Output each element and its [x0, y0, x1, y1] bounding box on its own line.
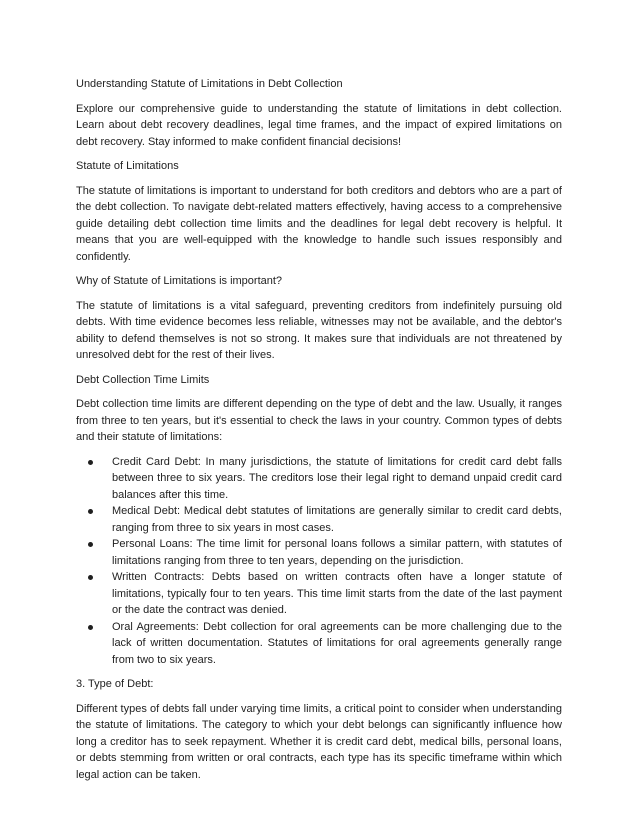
- bullet-dot-icon: [88, 575, 93, 580]
- section-body-type-of-debt: Different types of debts fall under varying time limits, a critical point to consider when understanding the statute of limitations. The category to which your debt belongs can significantly influence how long a creditor has to seek repayment. Whether it is credit card debt, medical bills, personal loans, or debts stemming from written or oral contracts, each type has its specific timeframe within which legal action can be taken.: [76, 702, 562, 781]
- list-item: [76, 619, 562, 669]
- bullet-dot-icon: [88, 542, 93, 547]
- section-body-statute: The statute of limitations is important to understand for both creditors and debtors who are a part of the debt collection. To navigate debt-related matters effectively, having access to a comprehensive guide detailing debt collection time limits and the deadlines for legal debt recovery is helpful. It means that you are well-equipped with the knowledge to handle such issues responsibly and confidently.: [76, 184, 562, 263]
- list-item: [76, 454, 562, 504]
- list-item: [76, 536, 562, 569]
- list-item: [76, 503, 562, 536]
- list-item-text: Credit Card Debt: In many jurisdictions, the statute of limitations for credit card debt falls between three to six years. The creditors lose their legal right to demand unpaid credit card balances after this time.: [112, 455, 562, 501]
- section-body-time-limits: Debt collection time limits are different depending on the type of debt and the law. Usually, it ranges from three to ten years, but it's essential to check the laws in your country. Common types of debts and their statute of limitations:: [76, 398, 562, 443]
- list-item-text: Personal Loans: The time limit for personal loans follows a similar pattern, with statutes of limitations ranging from three to ten years, depending on the jurisdiction.: [112, 538, 562, 567]
- document-page: [76, 76, 562, 791]
- list-item-text: Oral Agreements: Debt collection for oral agreements can be more challenging due to the lack of written documentation. Statutes of limitations for oral agreements generally range from two to six years.: [112, 620, 562, 666]
- bullet-dot-icon: [88, 509, 93, 514]
- list-item-text: Written Contracts: Debts based on written contracts often have a longer statute of limitations, typically four to ten years. This time limit starts from the date of the last payment or the date the contract was denied.: [112, 571, 562, 616]
- bullet-dot-icon: [88, 625, 93, 630]
- section-heading-statute: Statute of Limitations: [76, 160, 179, 172]
- section-heading-why: Why of Statute of Limitations is important?: [76, 275, 283, 287]
- section-heading-type-of-debt: 3. Type of Debt:: [76, 678, 154, 690]
- intro-paragraph: Explore our comprehensive guide to understanding the statute of limitations in debt collection. Learn about debt recovery deadlines, legal time frames, and the impact of expired limitations on debt recovery. Stay informed to make confident financial decisions!: [76, 102, 562, 148]
- section-heading-time-limits: Debt Collection Time Limits: [76, 373, 210, 386]
- list-item-text: Medical Debt: Medical debt statutes of limitations are generally similar to credit card debts, ranging from three to six years in most cases.: [112, 505, 562, 534]
- debt-types-list: [76, 454, 562, 669]
- list-item: [76, 569, 562, 619]
- bullet-dot-icon: [88, 460, 93, 465]
- section-body-why: The statute of limitations is a vital safeguard, preventing creditors from indefinitely pursuing old debts. With time evidence becomes less reliable, witnesses may not be available, and the debtor's ability to defend themselves is not so strong. It makes sure that individuals are not threatened by unresolved debt for the rest of their lives.: [76, 299, 562, 361]
- document-title: Understanding Statute of Limitations in Debt Collection: [76, 78, 343, 90]
